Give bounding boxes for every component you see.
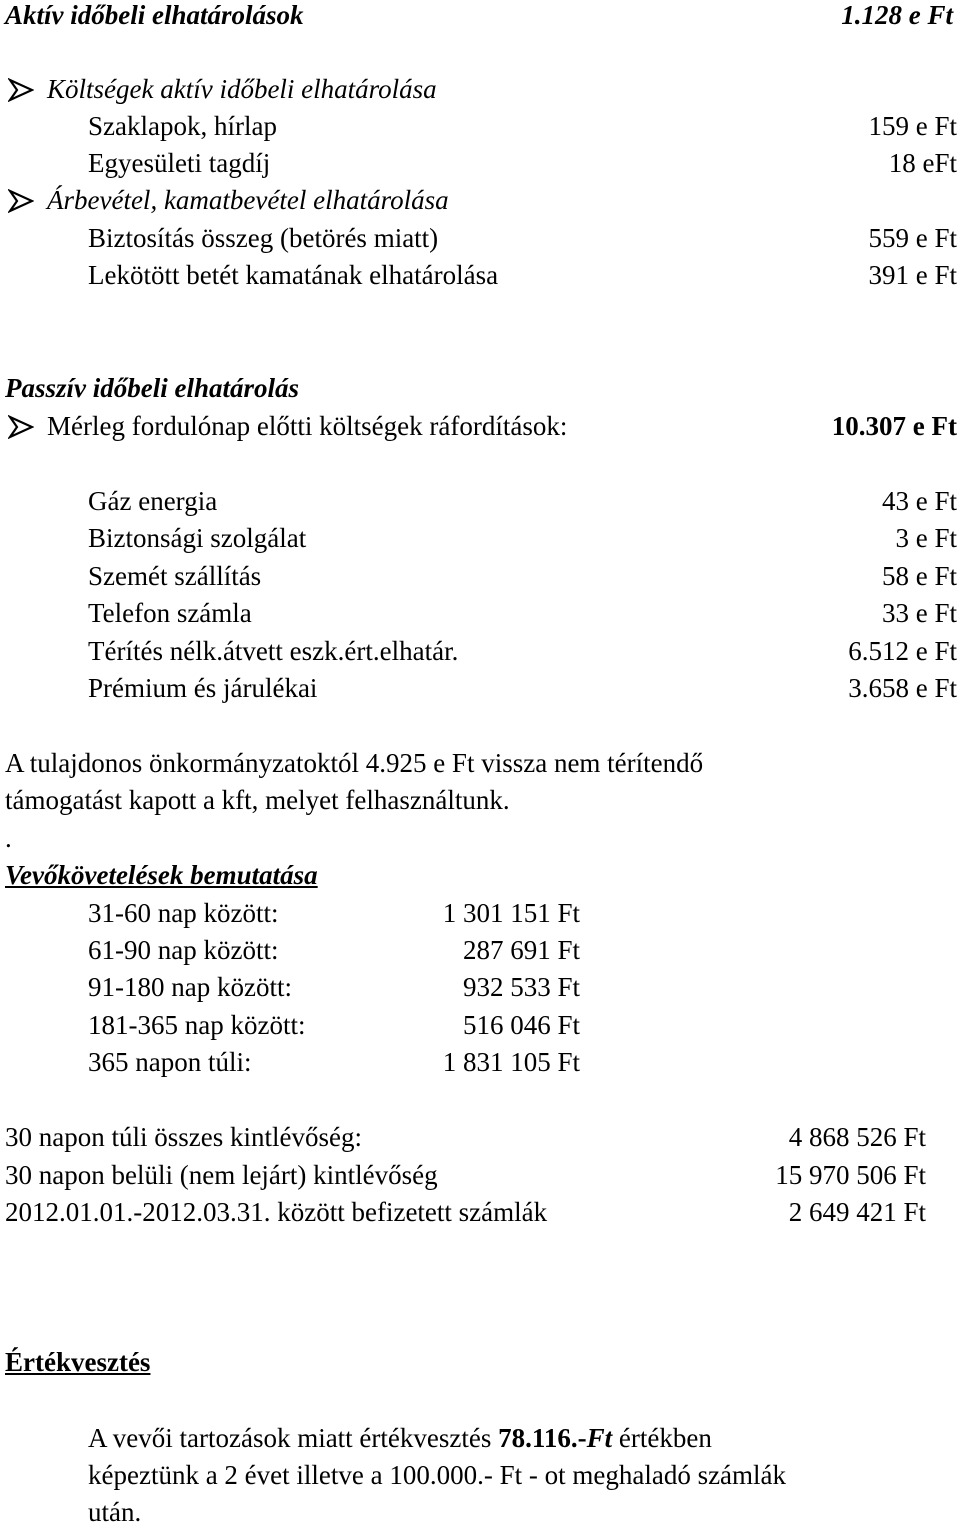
aging-row-label: 31-60 nap között: — [88, 898, 279, 928]
aging-row-value: 1 301 151 Ft — [442, 898, 580, 928]
impairment-paragraph — [88, 1420, 948, 1531]
section-title-active-accruals: Aktív időbeli elhatárolások — [5, 0, 304, 30]
subsidy-note-line2: támogatást kapott a kft, melyet felhasználtunk. — [5, 785, 510, 815]
list-item-label: Telefon számla — [88, 598, 252, 628]
subsidy-note-line1: A tulajdonos önkormányzatoktól 4.925 e Ft vissza nem térítendő — [5, 748, 704, 778]
stray-dot: . — [5, 823, 12, 853]
summary-row-value: 4 868 526 Ft — [788, 1122, 926, 1152]
bullet-costs-total: 10.307 e Ft — [831, 411, 957, 441]
list-item-label: Szaklapok, hírlap — [88, 111, 277, 141]
active-accruals-total: 1.128 e Ft — [841, 0, 953, 30]
bullet-costs-title: Mérleg fordulónap előtti költségek ráfordítások: — [47, 411, 568, 441]
aging-row-label: 91-180 nap között: — [88, 972, 292, 1002]
summary-row-label: 30 napon túli összes kintlévőség: — [5, 1122, 362, 1152]
list-item-value: 6.512 e Ft — [848, 636, 957, 666]
list-item-value: 33 e Ft — [881, 598, 957, 628]
impairment-line1 — [88, 1420, 948, 1457]
aging-row-label: 61-90 nap között: — [88, 935, 279, 965]
list-item-value: 391 e Ft — [868, 260, 957, 290]
list-item-value: 159 e Ft — [868, 111, 957, 141]
list-item-value: 58 e Ft — [881, 561, 957, 591]
aging-row-value: 516 046 Ft — [462, 1010, 580, 1040]
aging-row-value: 287 691 Ft — [462, 935, 580, 965]
list-item-value: 3.658 e Ft — [848, 673, 957, 703]
bullet-arrow-icon — [8, 189, 34, 213]
group-title-cost-accruals: Költségek aktív időbeli elhatárolása — [47, 74, 437, 104]
bullet-arrow-icon — [8, 415, 34, 439]
aging-row-value: 932 533 Ft — [462, 972, 580, 1002]
section-title-impairment: Értékvesztés — [5, 1347, 151, 1377]
list-item-label: Térítés nélk.átvett eszk.ért.elhatár. — [88, 636, 459, 666]
aging-row-label: 181-365 nap között: — [88, 1010, 306, 1040]
aging-row-value: 1 831 105 Ft — [442, 1047, 580, 1077]
list-item-value: 3 e Ft — [895, 523, 957, 553]
list-item-label: Biztosítás összeg (betörés miatt) — [88, 223, 439, 253]
impairment-currency: Ft — [586, 1423, 613, 1453]
summary-row-label: 30 napon belüli (nem lejárt) kintlévőség — [5, 1160, 438, 1190]
list-item-label: Szemét szállítás — [88, 561, 262, 591]
aging-row-label: 365 napon túli: — [88, 1047, 252, 1077]
impairment-line3: után. — [88, 1497, 142, 1527]
list-item-label: Prémium és járulékai — [88, 673, 318, 703]
section-title-receivables: Vevőkövetelések bemutatása — [5, 860, 318, 890]
list-item-value: 18 eFt — [888, 148, 957, 178]
summary-row-label: 2012.01.01.-2012.03.31. között befizetett számlák — [5, 1197, 548, 1227]
list-item-label: Biztonsági szolgálat — [88, 523, 307, 553]
list-item-label: Lekötött betét kamatának elhatárolása — [88, 260, 499, 290]
impairment-text-pre: A vevői tartozások miatt értékvesztés — [88, 1423, 499, 1453]
list-item-label: Egyesületi tagdíj — [88, 148, 271, 178]
list-item-label: Gáz energia — [88, 486, 218, 516]
impairment-line2: képeztünk a 2 évet illetve a 100.000.- Ft - ot meghaladó számlák — [88, 1460, 787, 1490]
group-title-revenue-accruals: Árbevétel, kamatbevétel elhatárolása — [47, 185, 449, 215]
list-item-value: 43 e Ft — [881, 486, 957, 516]
summary-row-value: 15 970 506 Ft — [775, 1160, 926, 1190]
summary-row-value: 2 649 421 Ft — [788, 1197, 926, 1227]
list-item-value: 559 e Ft — [868, 223, 957, 253]
section-title-passive-accruals: Passzív időbeli elhatárolás — [5, 373, 300, 403]
impairment-amount: 78.116.- — [498, 1423, 587, 1453]
bullet-arrow-icon — [8, 78, 34, 102]
impairment-text-post: értékben — [612, 1423, 712, 1453]
